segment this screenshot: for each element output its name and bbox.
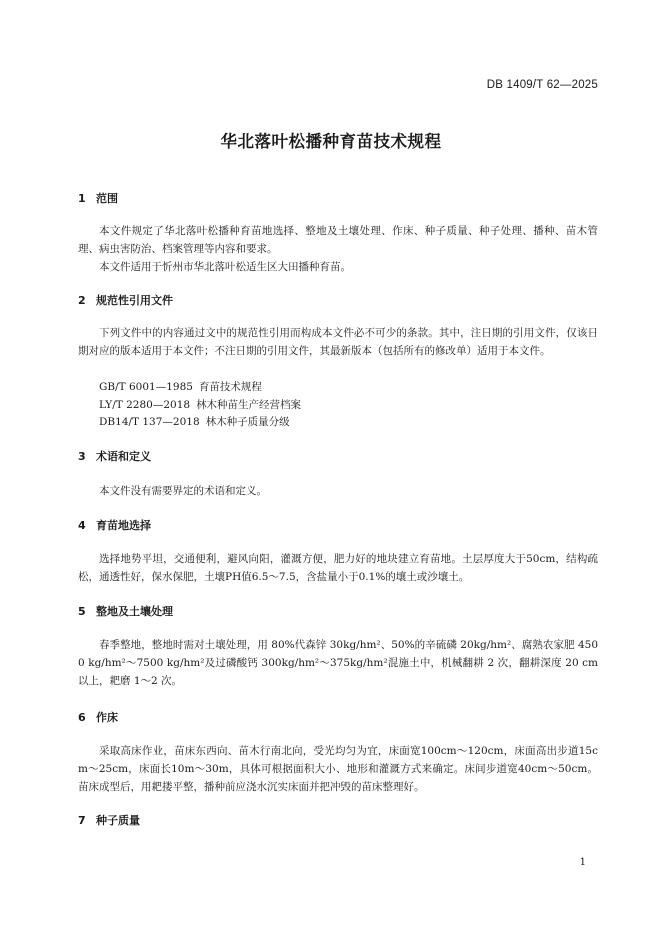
section-title: 作床	[96, 711, 118, 724]
section-3-heading	[78, 448, 151, 464]
document-title: 华北落叶松播种育苗技术规程	[220, 132, 442, 151]
section-5-paragraph-1: 春季整地，整地时需对土壤处理，用 80%代森锌 30kg/hm²、50%的辛硫磷 20kg/hm²、腐熟农家肥 4500 kg/hm²～7500 kg/hm²及过磷酸钙 300kg/hm²～375kg/hm²混施土中，机械翻耕 2 次，翻耕深度 20 cm 以上，耙磨 1～2 次。	[78, 639, 598, 687]
section-4-heading	[78, 517, 151, 533]
reference-item	[99, 413, 290, 431]
section-5-heading	[78, 603, 173, 619]
reference-item	[99, 396, 301, 414]
reference-title: 育苗技术规程	[198, 381, 262, 393]
section-2-paragraph-1: 下列文件中的内容通过文中的规范性引用而构成本文件必不可少的条款。其中，注日期的引用文件，仅该日期对应的版本适用于本文件；不注日期的引用文件，其最新版本（包括所有的修改单）适用于本文件。	[78, 327, 598, 357]
section-1-paragraph-2: 本文件适用于忻州市华北落叶松适生区大田播种育苗。	[99, 261, 351, 273]
section-1-heading	[78, 190, 118, 206]
section-number: 4	[78, 519, 86, 532]
section-title: 整地及土壤处理	[96, 605, 173, 618]
section-6-heading	[78, 709, 118, 725]
page-number: 1	[579, 857, 586, 868]
section-number: 2	[78, 294, 86, 307]
section-title: 育苗地选择	[96, 519, 151, 532]
section-number: 5	[78, 605, 86, 618]
section-number: 6	[78, 711, 86, 724]
section-7-heading	[78, 812, 140, 828]
section-title: 术语和定义	[96, 450, 151, 463]
section-6-paragraph-1: 采取高床作业，苗床东西向、苗木行南北向，受光均匀为宜，床面宽100cm～120cm，床面高出步道15cm～25cm，床面长10m～30m，具体可根据面积大小、地形和灌溉方式来确定。床间步道宽40cm～50cm。苗床成型后，用耙搂平整，播种前应浇水沉实床面并把冲毁的苗床整理好。	[78, 745, 598, 793]
section-title: 种子质量	[96, 814, 140, 827]
section-1-paragraph-1: 本文件规定了华北落叶松播种育苗地选择、整地及土壤处理、作床、种子质量、种子处理、播种、苗木管理、病虫害防治、档案管理等内容和要求。	[78, 225, 598, 255]
reference-title: 林木种子质量分级	[205, 416, 290, 428]
reference-code: DB14/T 137—2018	[99, 416, 200, 428]
reference-code: LY/T 2280—2018	[99, 399, 191, 411]
section-4-paragraph-1: 选择地势平坦，交通便利，避风向阳，灌溉方便，肥力好的地块建立育苗地。土层厚度大于50cm，结构疏松，通透性好，保水保肥，土壤PH值6.5～7.5，含盐量小于0.1%的壤土或沙壤土。	[78, 553, 598, 583]
section-title: 范围	[96, 192, 118, 205]
section-2-heading	[78, 292, 173, 308]
section-title: 规范性引用文件	[96, 294, 173, 307]
standard-code: DB 1409/T 62—2025	[486, 79, 598, 91]
reference-code: GB/T 6001—1985	[99, 381, 193, 393]
section-number: 3	[78, 450, 86, 463]
section-number: 7	[78, 814, 86, 827]
reference-item	[99, 378, 262, 396]
reference-title: 林木种苗生产经营档案	[196, 399, 302, 411]
section-3-paragraph-1: 本文件没有需要界定的术语和定义。	[99, 485, 267, 497]
section-number: 1	[78, 192, 86, 205]
